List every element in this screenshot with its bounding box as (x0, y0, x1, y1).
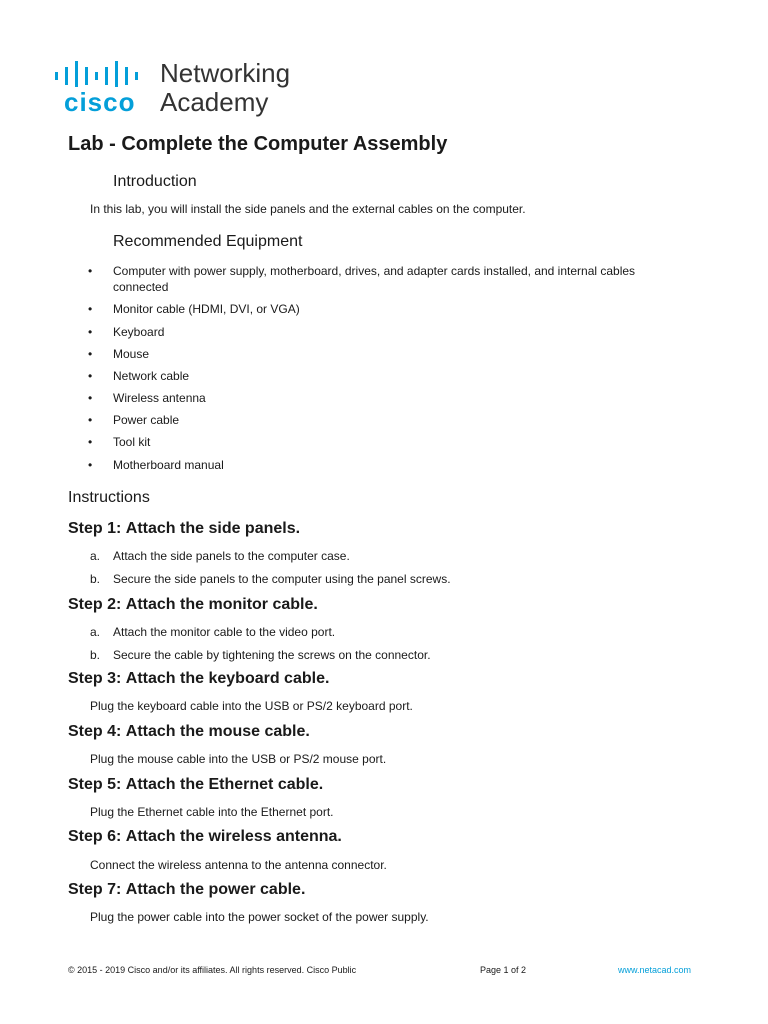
page-title: Lab - Complete the Computer Assembly (68, 133, 448, 155)
footer-website-link[interactable]: www.netacad.com (618, 965, 692, 975)
instructions-heading: Instructions (68, 489, 150, 506)
logo-academy-text: Academy (160, 87, 269, 117)
footer-page-number: Page 1 of 2 (480, 965, 527, 975)
step-5-text: Plug the Ethernet cable into the Ethernet port. (90, 805, 334, 819)
step-7-text: Plug the power cable into the power socket of the power supply. (90, 910, 429, 924)
step-5-heading: Step 5: Attach the Ethernet cable. (68, 776, 324, 793)
cisco-bars-icon (52, 60, 148, 88)
step-6-text: Connect the wireless antenna to the antenna connector. (90, 858, 387, 872)
step-2-heading: Step 2: Attach the monitor cable. (68, 596, 318, 613)
step-4-text: Plug the mouse cable into the USB or PS/2 mouse port. (90, 752, 387, 766)
page-footer (0, 964, 768, 978)
introduction-text: In this lab, you will install the side panels and the external cables on the computer. (90, 202, 526, 216)
step-4-heading: Step 4: Attach the mouse cable. (68, 723, 310, 740)
equipment-heading: Recommended Equipment (113, 233, 303, 250)
introduction-heading: Introduction (113, 173, 197, 190)
step-3-heading: Step 3: Attach the keyboard cable. (68, 670, 330, 687)
cisco-wordmark: cisco (64, 87, 136, 117)
logo-networking-text: Networking (160, 58, 291, 88)
step-1-heading: Step 1: Attach the side panels. (68, 520, 301, 537)
cisco-networking-academy-logo (52, 58, 312, 118)
step-7-heading: Step 7: Attach the power cable. (68, 881, 306, 898)
step-6-heading: Step 6: Attach the wireless antenna. (68, 828, 342, 845)
step-3-text: Plug the keyboard cable into the USB or PS/2 keyboard port. (90, 699, 413, 713)
footer-copyright: © 2015 - 2019 Cisco and/or its affiliates. All rights reserved. Cisco Public (68, 965, 357, 975)
